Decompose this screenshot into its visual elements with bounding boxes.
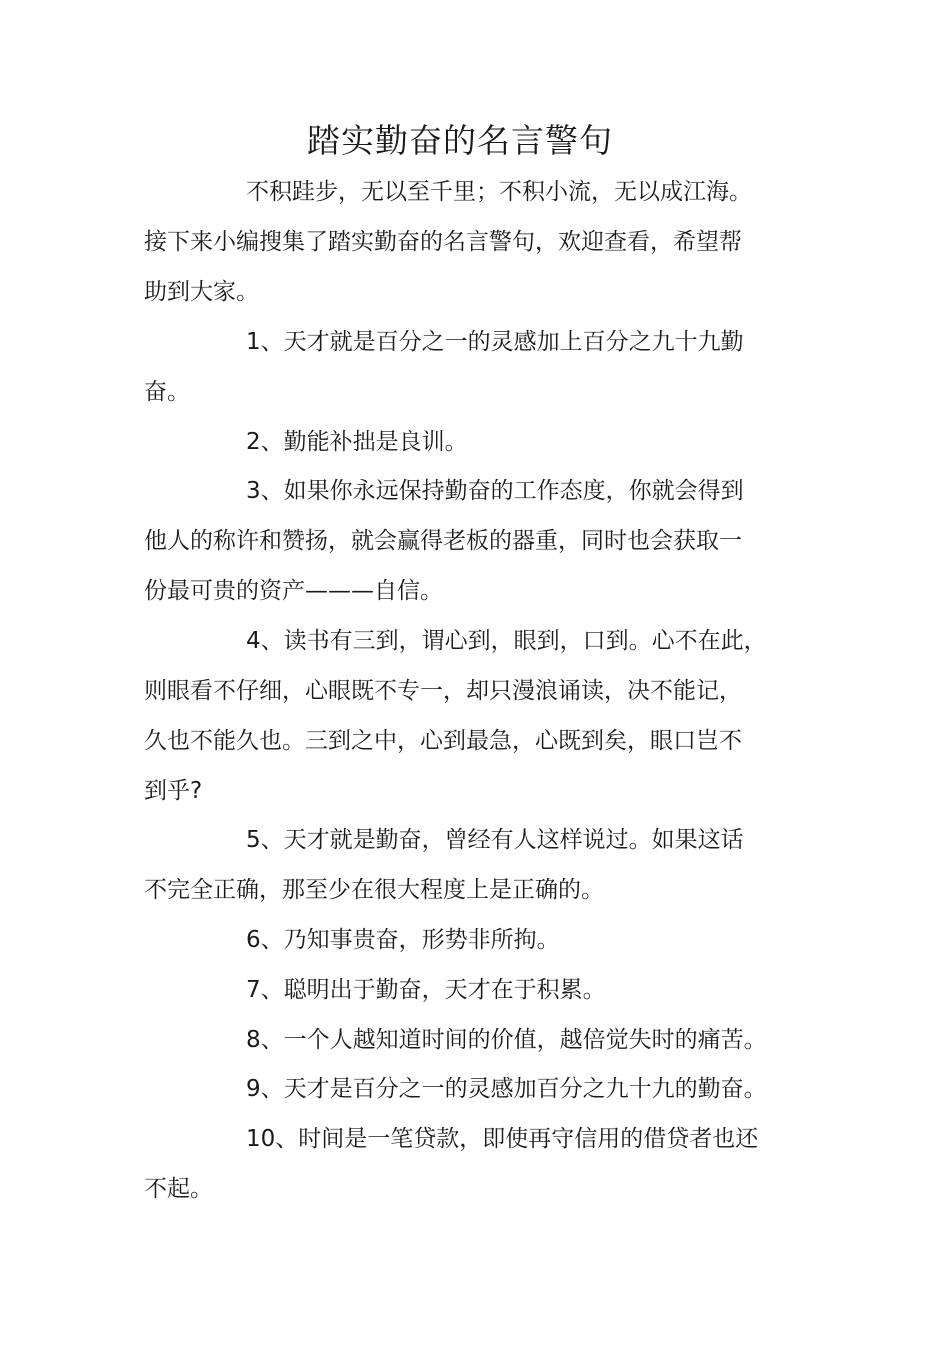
quote-5-line-2: 不完全正确，那至少在很大程度上是正确的。 — [144, 877, 604, 903]
quote-3-line-3: 份最可贵的资产———自信。 — [144, 578, 443, 604]
quote-4-line-1: 4、读书有三到，谓心到，眼到，口到。心不在此， — [246, 628, 767, 654]
intro-line-1: 不积跬步，无以至千里；不积小流，无以成江海。 — [246, 179, 752, 205]
quote-5-line-1: 5、天才就是勤奋，曾经有人这样说过。如果这话 — [246, 827, 744, 853]
quote-9-line-1: 9、天才是百分之一的灵感加百分之九十九的勤奋。 — [246, 1076, 767, 1102]
quote-10-line-1: 10、时间是一笔贷款，即使再守信用的借贷者也还 — [246, 1126, 759, 1152]
quote-10-line-2: 不起。 — [144, 1176, 213, 1202]
quote-1-line-1: 1、天才就是百分之一的灵感加上百分之九十九勤 — [246, 329, 744, 355]
quote-3-line-1: 3、如果你永远保持勤奋的工作态度，你就会得到 — [246, 478, 744, 504]
quote-4-line-2: 则眼看不仔细，心眼既不专一，却只漫浪诵读，决不能记， — [144, 678, 742, 704]
quote-3-line-2: 他人的称许和赞扬，就会赢得老板的器重，同时也会获取一 — [144, 528, 742, 554]
document-title: 踏实勤奋的名言警句 — [307, 121, 613, 160]
quote-6-line-1: 6、乃知事贵奋，形势非所拘。 — [246, 927, 560, 953]
quote-4-line-3: 久也不能久也。三到之中，心到最急，心既到矣，眼口岂不 — [144, 728, 742, 754]
quote-8-line-1: 8、一个人越知道时间的价值，越倍觉失时的痛苦。 — [246, 1027, 767, 1053]
intro-line-2: 接下来小编搜集了踏实勤奋的名言警句，欢迎查看，希望帮 — [144, 229, 742, 255]
quote-2-line-1: 2、勤能补拙是良训。 — [246, 429, 468, 455]
quote-1-line-2: 奋。 — [144, 379, 190, 405]
quote-7-line-1: 7、聪明出于勤奋，天才在于积累。 — [246, 977, 606, 1003]
intro-line-3: 助到大家。 — [144, 279, 259, 305]
quote-4-line-4: 到乎? — [144, 778, 203, 804]
